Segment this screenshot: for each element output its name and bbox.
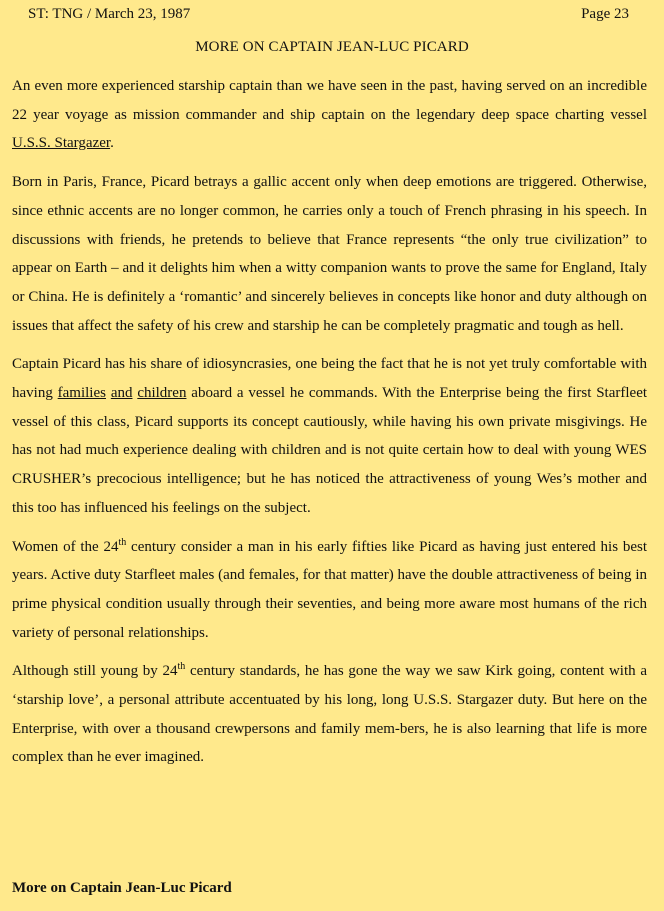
page-header [0, 6, 664, 26]
document-body [12, 72, 647, 782]
paragraph-4-text: Women of the 24 [12, 538, 119, 555]
paragraph-5-text: Although still young by 24 [12, 663, 178, 680]
paragraph-3-rest: aboard a vessel he commands. With the Enterprise being the first Starfleet vessel of this class, Picard supports its concept cautiously, while having his own private misgivings. He has not had much experience dealing with children and is not quite certain how to deal with young WES CRUSHER’s precocious intelligence; but he has noticed the attractiveness of young Wes’s mother and this too has influenced his feelings on the subject. [12, 385, 648, 516]
paragraph-2: Born in Paris, France, Picard betrays a gallic accent only when deep emotions are triggered. Otherwise, since ethnic accents are no longer common, he carries only a touch of French phrasing in his speech. In discussions with friends, he pretends to believe that France represents “the only true civilization” to appear on Earth – and it delights him when a witty companion wants to prove the same for England, Italy or China. He is definitely a ‘romantic’ and sincerely believes in concepts like honor and duty although on issues that affect the safety of his crew and starship he can be completely pragmatic and tough as hell. [12, 174, 647, 334]
page-number: Page 23 [581, 6, 629, 22]
paragraph-1-text: An even more experienced starship captain than we have seen in the past, having served on an incredible 22 year voyage as mission commander and ship captain on the legendary deep space charting vessel [12, 78, 647, 123]
superscript-th: th [177, 661, 186, 673]
paragraph-5-rest: century standards, he has gone the way we saw Kirk going, content with a ‘starship love’, a personal attribute accentuated by his long, long U.S.S. Stargazer duty. But here on the Enterprise, with over a thousand crewpersons and family mem-bers, he is also learning that life is more complex than he ever imagined. [12, 663, 647, 766]
series-date: ST: TNG / March 23, 1987 [28, 6, 191, 22]
paragraph-3-text: Captain Picard has his share of idiosyncrasies, one being the fact that he is not yet truly comfortable with having [12, 356, 647, 402]
paragraph-1 [12, 72, 647, 158]
paragraph-3 [12, 350, 647, 522]
section-footer-heading: More on Captain Jean-Luc Picard [12, 880, 232, 896]
paragraph-1-end: . [110, 135, 114, 152]
ship-name-underlined: U.S.S. Stargazer [12, 135, 111, 152]
page-title: MORE ON CAPTAIN JEAN-LUC PICARD [195, 39, 469, 55]
word-children-underlined: children [137, 385, 187, 402]
word-families-underlined: families [57, 385, 106, 402]
word-and-underlined: and [110, 385, 133, 402]
paragraph-4-rest: century consider a man in his early fifties like Picard as having just entered his best years. Active duty Starfleet males (and females, for that matter) have the double attractiveness of being in prime physical condition usually through their seventies, and being more aware most humans of the rich variety of personal relationships. [12, 538, 647, 641]
paragraph-5 [12, 657, 647, 772]
paragraph-4 [12, 533, 647, 648]
superscript-th: th [118, 536, 127, 548]
